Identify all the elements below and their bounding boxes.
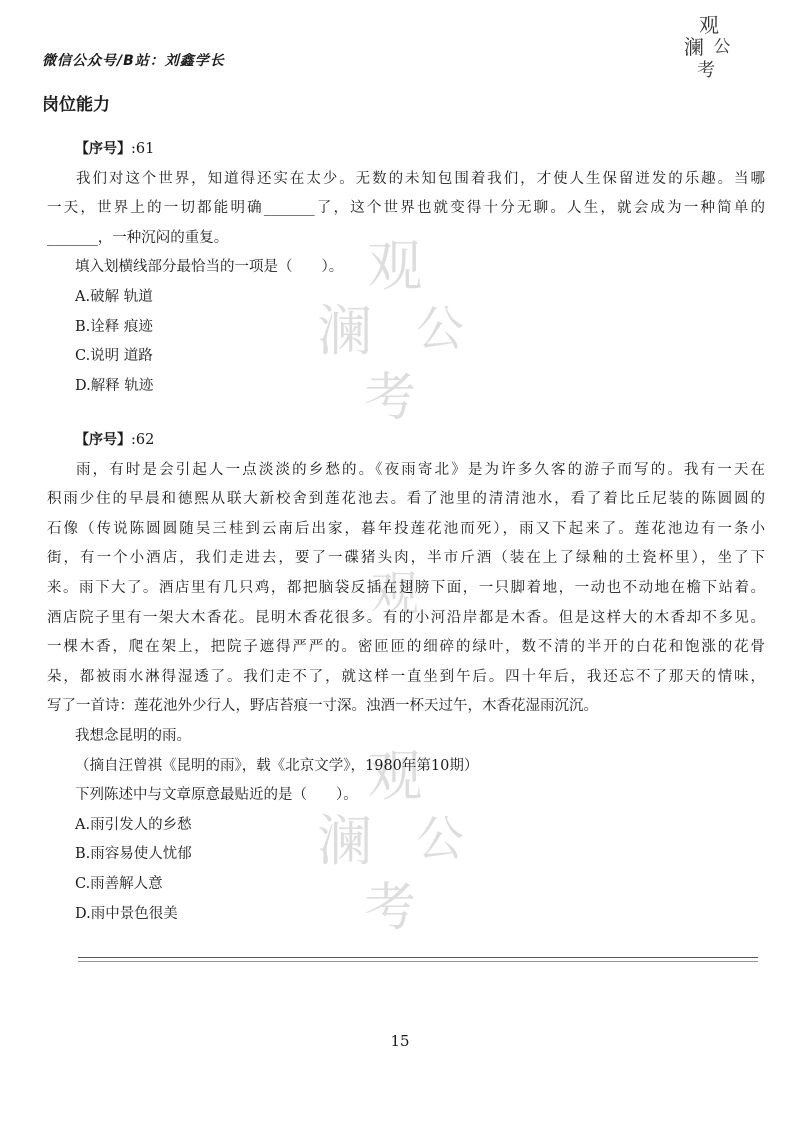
- passage-line: 我们对这个世界，知道得还实在太少。无数的未知包围着我们，才使人生保留迸发的乐趣。当哪: [76, 170, 765, 187]
- option-c: C.说明 道路: [75, 348, 153, 365]
- passage-line: 酒店院子里有一架大木香花。昆明木香花很多。有的小河沿岸都是木香。但是这样大的木香却不多见。: [47, 609, 765, 626]
- passage-citation: （摘自汪曾祺《昆明的雨》，载《北京文学》，1980年第10期）: [75, 757, 479, 774]
- question-number-value: :62: [131, 432, 155, 448]
- logo-char: 考: [697, 60, 715, 81]
- question-61: [47, 135, 765, 401]
- option-b: B.雨容易使人忧郁: [75, 846, 192, 863]
- option-d: D.雨中景色很美: [75, 905, 178, 922]
- passage-line: 来。雨下大了。酒店里有几只鸡，都把脑袋反插在翅膀下面，一只脚着地，一动也不动地在檐下站着。: [47, 579, 765, 596]
- logo: [676, 8, 742, 82]
- section-divider-thin: [78, 961, 758, 962]
- svg-text:考: 考: [363, 368, 417, 428]
- option-b: B.诠释 痕迹: [75, 318, 153, 335]
- fill-blank: _______: [263, 200, 315, 217]
- passage-line: 写了一首诗：莲花池外少行人，野店苔痕一寸深。浊酒一杯天过午，木香花湿雨沉沉。: [47, 698, 598, 715]
- svg-text:观: 观: [367, 744, 423, 808]
- option-a: A.破解 轨道: [75, 288, 153, 305]
- svg-text:观: 观: [370, 566, 420, 622]
- passage-closing: 我想念昆明的雨。: [75, 727, 191, 744]
- passage-text: ，一种沉闷的重复。: [97, 229, 229, 246]
- passage-line: [47, 224, 765, 254]
- question-number-value: :61: [131, 141, 155, 157]
- question-prompt: 填入划横线部分最恰当的一项是（ ）。: [75, 259, 344, 276]
- section-divider: [78, 957, 758, 958]
- passage-line: 积雨少住的早晨和德熙从联大新校舍到莲花池去。看了池里的清清池水，看了着比丘尼装的陈圆圆的: [47, 491, 765, 508]
- passage-line: 一棵木香，爬在架上，把院子遮得严严的。密匝匝的细碎的绿叶，数不清的半开的白花和饱涨的花骨: [47, 639, 765, 656]
- logo-char: 公: [713, 37, 731, 57]
- question-label: 【序号】: [75, 141, 131, 157]
- passage-line: 雨，有时是会引起人一点淡淡的乡愁的。《夜雨寄北》是为许多久客的游子而写的。我有一天在: [76, 461, 765, 478]
- question-label: 【序号】: [75, 432, 131, 448]
- page-number: 15: [390, 1032, 410, 1050]
- passage-text: 一天，世界上的一切都能明确: [47, 200, 264, 217]
- section-title: 岗位能力: [42, 95, 110, 115]
- option-a: A.雨引发人的乡愁: [75, 816, 192, 833]
- question-prompt: 下列陈述中与文章原意最贴近的是（ ）。: [75, 787, 358, 804]
- logo-char: 观: [699, 13, 719, 37]
- header-source: 微信公众号/B站：刘鑫学长: [42, 53, 225, 69]
- passage-line: 朵，都被雨水淋得湿透了。我们走不了，就这样一直坐到午后。四十年后，我还忘不了那天的情味，: [47, 668, 765, 685]
- question-62: [47, 426, 765, 929]
- passage-line: 石像（传说陈圆圆随吴三桂到云南后出家，暮年投莲花池而死），雨又下起来了。莲花池边有一条小: [47, 520, 765, 537]
- svg-text:澜: 澜: [317, 809, 373, 873]
- passage-line: [47, 194, 765, 224]
- question-number: [47, 426, 765, 456]
- passage-text: 了，这个世界也就变得十分无聊。人生，就会成为一种简单的: [314, 200, 766, 217]
- option-d: D.解释 轨迹: [75, 377, 154, 394]
- question-number: [47, 135, 765, 165]
- svg-text:澜: 澜: [317, 299, 373, 363]
- svg-text:考: 考: [363, 878, 417, 938]
- svg-text:公: 公: [415, 811, 465, 867]
- svg-text:观: 观: [367, 234, 423, 298]
- option-c: C.雨善解人意: [75, 875, 163, 892]
- fill-blank: _______: [47, 229, 98, 246]
- passage-line: 街，有一个小酒店，我们走进去，要了一碟猪头肉，半市斤酒（装在上了绿釉的土瓷杯里），坐了下: [47, 550, 765, 567]
- logo-char: 澜: [684, 35, 704, 59]
- svg-text:公: 公: [415, 301, 465, 357]
